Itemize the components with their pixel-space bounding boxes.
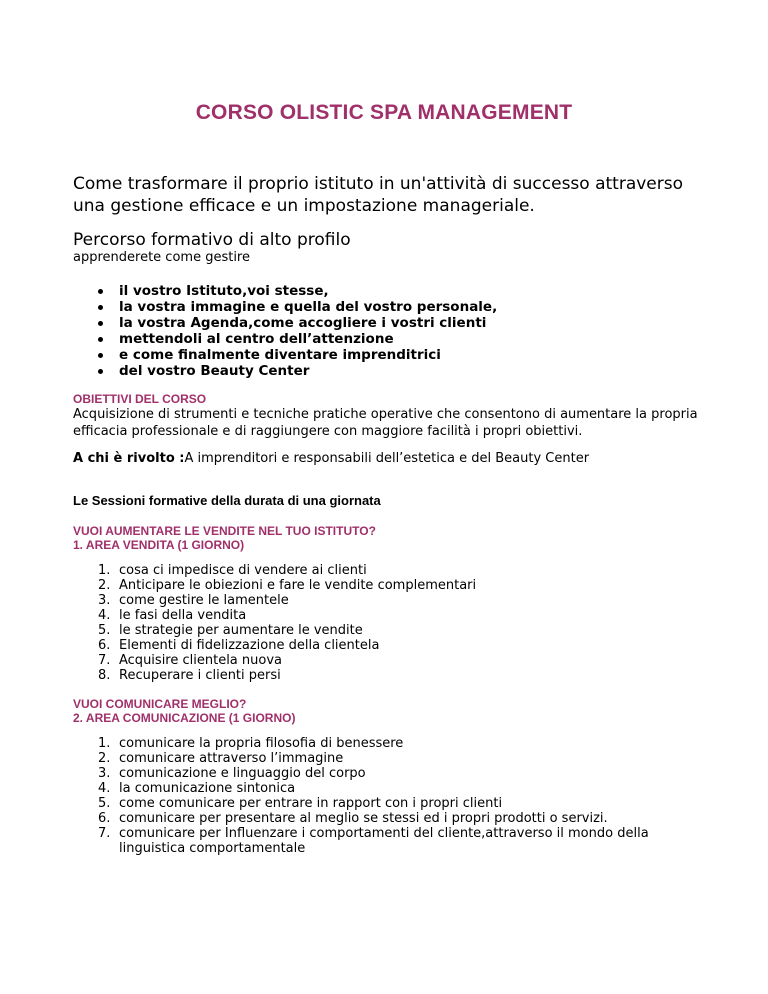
bullet-dot-icon (98, 353, 103, 358)
vendita-question: VUOI AUMENTARE LE VENDITE NEL TUO ISTITUTO? (73, 524, 376, 538)
list-item: 7. Acquisire clientela nuova (98, 653, 282, 668)
bullet-dot-icon (98, 369, 103, 374)
list-item: 7. comunicare per Influenzare i comportamenti del cliente,attraverso il mondo della linguistica comportamentale (98, 826, 649, 856)
list-item: 4. la comunicazione sintonica (98, 781, 296, 796)
target-line (73, 451, 589, 466)
apprenderete-text: apprenderete come gestire (73, 250, 250, 265)
list-item: 3. comunicazione e linguaggio del corpo (98, 766, 366, 781)
vendita-heading: 1. AREA VENDITA (1 GIORNO) (73, 538, 245, 552)
list-item: 1. comunicare la propria filosofia di benessere (98, 736, 404, 751)
bullet-item: mettendoli al centro dell’attenzione (73, 331, 497, 347)
list-item: 4. le fasi della vendita (98, 608, 247, 623)
bullet-dot-icon (98, 321, 103, 326)
target-text: A imprenditori e responsabili dell’estetica e del Beauty Center (184, 451, 590, 466)
bullet-dot-icon (98, 289, 103, 294)
comunicazione-heading: 2. AREA COMUNICAZIONE (1 GIORNO) (73, 711, 296, 725)
comunicazione-question: VUOI COMUNICARE MEGLIO? (73, 697, 247, 711)
list-item: 5. le strategie per aumentare le vendite (98, 623, 363, 638)
bullet-item: del vostro Beauty Center (73, 363, 497, 379)
bullet-item: il vostro Istituto,voi stesse, (73, 283, 497, 299)
bullet-dot-icon (98, 305, 103, 310)
vendita-list (73, 563, 476, 683)
list-item: 6. comunicare per presentare al meglio se stessi ed i propri prodotti o servizi. (98, 811, 608, 826)
bullet-item: la vostra Agenda,come accogliere i vostri clienti (73, 315, 497, 331)
target-label: A chi è rivolto : (73, 451, 185, 466)
list-item: 1. cosa ci impedisce di vendere ai clienti (98, 563, 367, 578)
list-item: 2. comunicare attraverso l’immagine (98, 751, 344, 766)
percorso-heading: Percorso formativo di alto profilo (73, 230, 351, 250)
bullet-item: la vostra immagine e quella del vostro personale, (73, 299, 497, 315)
list-item: 6. Elementi di fidelizzazione della clientela (98, 638, 380, 653)
list-item: 8. Recuperare i clienti persi (98, 668, 281, 683)
bullet-list (73, 283, 497, 379)
list-item: 2. Anticipare le obiezioni e fare le vendite complementari (98, 578, 477, 593)
intro-paragraph: Come trasformare il proprio istituto in un'attività di successo attraverso una gestione efficace e un impostazione manageriale. (73, 174, 684, 216)
list-item: 5. come comunicare per entrare in rapport con i propri clienti (98, 796, 503, 811)
bullet-item: e come finalmente diventare imprenditrici (73, 347, 497, 363)
comunicazione-list (73, 736, 679, 856)
document-title: CORSO OLISTIC SPA MANAGEMENT (195, 101, 573, 124)
sessioni-heading: Le Sessioni formative della durata di una giornata (73, 493, 381, 508)
obiettivi-text: Acquisizione di strumenti e tecniche pratiche operative che consentono di aumentare la propria efficacia professionale e di raggiungere con maggiore facilità i propri obiettivi. (73, 407, 698, 439)
list-item: 3. come gestire le lamentele (98, 593, 289, 608)
bullet-dot-icon (98, 337, 103, 342)
obiettivi-heading: OBIETTIVI DEL CORSO (73, 392, 207, 406)
